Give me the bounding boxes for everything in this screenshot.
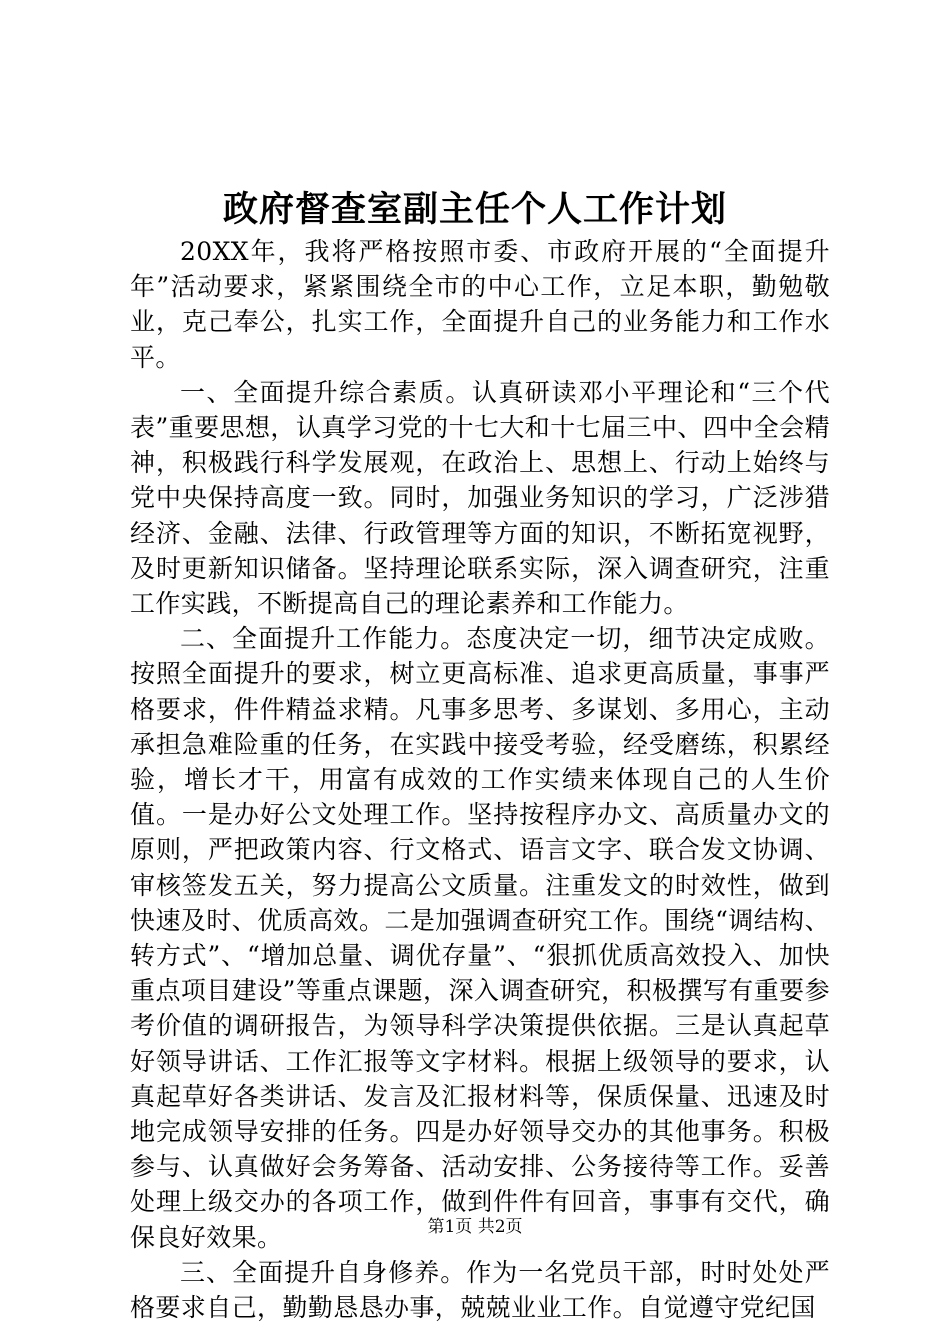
paragraph-section-2: 二、全面提升工作能力。态度决定一切，细节决定成败。按照全面提升的要求，树立更高标准、追求更高质量，事事严格要求，件件精益求精。凡事多思考、多谋划、多用心，主动承担急难险重的任务，在实践中接受考验，经受磨练，积累经验，增长才干，用富有成效的工作实绩来体现自己的人生价值。一是办好公文处理工作。坚持按程序办文、高质量办文的原则，严把政策内容、行文格式、语言文字、联合发文协调、审核签发五关，努力提高公文质量。注重发文的时效性，做到快速及时、优质高效。二是加强调查研究工作。围绕“调结构、转方式”、“增加总量、调优存量”、“狠抓优质高效投入、加快重点项目建设”等重点课题，深入调查研究，积极撰写有重要参考价值的调研报告，为领导科学决策提供依据。三是认真起草好领导讲话、工作汇报等文字材料。根据上级领导的要求，认真起草好各类讲话、发言及汇报材料等，保质保量、迅速及时地完成领导安排的任务。四是办好领导交办的其他事务。积极参与、认真做好会务筹备、活动安排、公务接待等工作。妥善处理上级交办的各项工作，做到件件有回音，事事有交代，确保良好效果。 [130,624,830,1252]
paragraph-section-3: 三、全面提升自身修养。作为一名党员干部，时时处处严格要求自己，勤勤恳恳办事，兢兢业业工作。自觉遵守党纪国 [130,1257,830,1323]
paragraph-intro: 20XX年，我将严格按照市委、市政府开展的“全面提升年”活动要求，紧紧围绕全市的中心工作，立足本职，勤勉敬业，克己奉公，扎实工作，全面提升自己的业务能力和工作水平。 [130,237,830,372]
page-number-footer: 第1页 共2页 [427,1217,523,1237]
document-title: 政府督查室副主任个人工作计划 [222,189,727,230]
paragraph-section-1: 一、全面提升综合素质。认真研读邓小平理论和“三个代表”重要思想，认真学习党的十七大和十七届三中、四中全会精神，积极践行科学发展观，在政治上、思想上、行动上始终与党中央保持高度一致。同时，加强业务知识的学习，广泛涉猎经济、金融、法律、行政管理等方面的知识，不断拓宽视野，及时更新知识储备。坚持理论联系实际，深入调查研究，注重工作实践，不断提高自己的理论素养和工作能力。 [130,377,830,619]
document-body [130,234,830,1325]
